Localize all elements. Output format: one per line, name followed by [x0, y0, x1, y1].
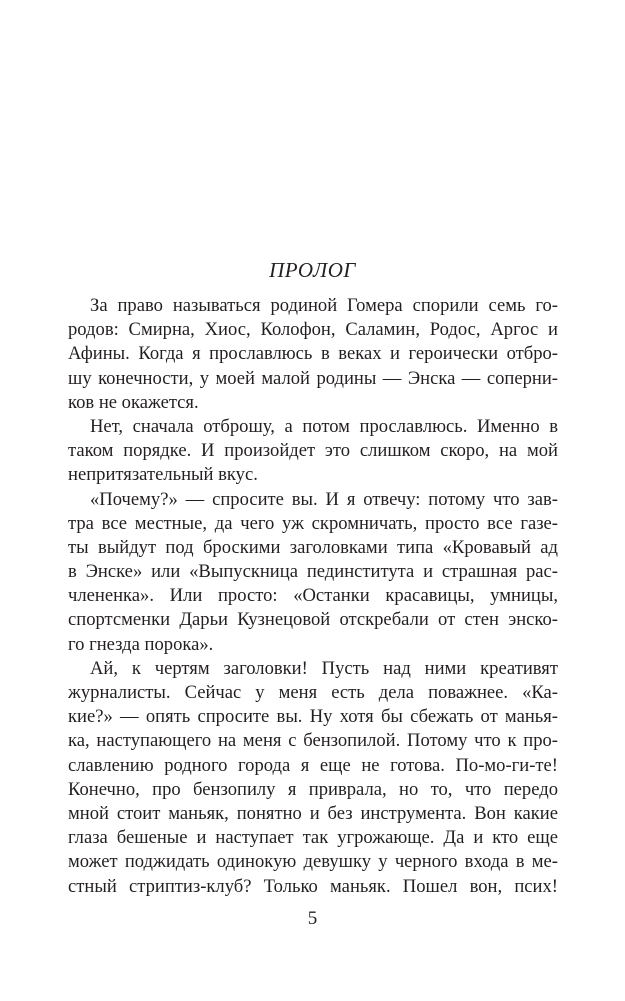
text-line: За право называться родиной Гомера спорили семь го- — [90, 295, 558, 316]
text-line: тра все местные, да чего уж скромничать, просто все газе- — [68, 512, 558, 534]
text-line: может поджидать одинокую девушку у черного входа в ме- — [68, 851, 558, 873]
text-line: Конечно, про бензопилу я приврала, но то, что передо — [68, 778, 558, 800]
text-line: ка, наступающего на меня с бензопилой. Потому что к про- — [68, 730, 558, 752]
text-line: в Энске» или «Выпускница пединститута и страшная рас- — [68, 561, 558, 583]
text-line: стный стриптиз-клуб? Только маньяк. Пошел вон, псих! — [68, 875, 558, 897]
text-line: спортсменки Дарьи Кузнецовой отскребали от стен энско- — [68, 609, 558, 631]
text-line: члененка». Или просто: «Останки красавицы, умницы, — [68, 585, 558, 607]
text-line: славлению родного города я еще не готова. По-мо-ги-те! — [68, 754, 558, 776]
text-line: го гнезда порока». — [68, 633, 214, 655]
text-line: мной стоит маньяк, понятно и без инструмента. Вон какие — [68, 802, 558, 824]
text-line: глаза бешеные и наступает так угрожающе. Да и кто еще — [68, 827, 558, 849]
text-line: родов: Смирна, Хиос, Колофон, Саламин, Родос, Аргос и — [68, 319, 558, 341]
text-line: таком порядке. И произойдет это слишком скоро, на мой — [68, 440, 558, 462]
text-line: ты выйдут под броскими заголовками типа «Кровавый ад — [68, 536, 558, 558]
text-line: «Почему?» — спросите вы. И я отвечу: потому что зав- — [90, 488, 558, 510]
text-line: шу конечности, у моей малой родины — Энска — соперни- — [68, 367, 558, 389]
text-line: кие?» — опять спросите вы. Ну хотя бы сбежать от манья- — [68, 706, 558, 728]
chapter-title: ПРОЛОГ — [269, 258, 356, 282]
text-line: ков не окажется. — [68, 391, 199, 413]
text-line: Ай, к чертям заголовки! Пусть над ними креативят — [90, 657, 558, 679]
text-line: журналисты. Сейчас у меня есть дела поважнее. «Ка- — [68, 682, 558, 703]
text-line: Нет, сначала отброшу, а потом прославлюсь. Именно в — [90, 415, 558, 437]
text-line: непритязательный вкус. — [68, 464, 258, 486]
body-text — [68, 294, 558, 899]
text-line: Афины. Когда я прославлюсь в веках и героически отбро- — [68, 343, 558, 365]
page-number: 5 — [307, 908, 318, 929]
